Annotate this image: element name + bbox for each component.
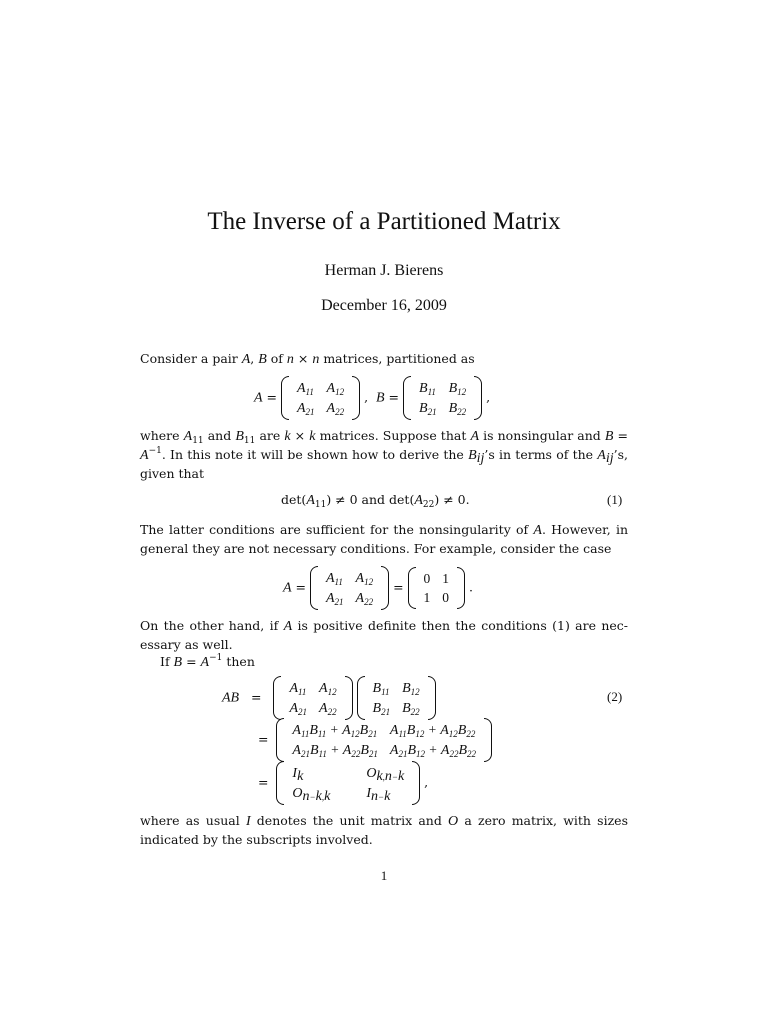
paragraph-conditions: The latter conditions are sufficient for the nonsingularity of A. However, in general they are not necessary conditions. For example, consider the case: [140, 522, 628, 556]
equation-2-number: (2): [607, 689, 623, 704]
author: Herman J. Bierens: [324, 262, 444, 279]
equation-2-line-1: AB = $A_{11}$ $A_{12}$ $A_{21}$ $A_{22}$ $B_{11}$ $B_{12}$ $B_{21}$ $B_{22}$: [222, 678, 436, 718]
paper-title: The Inverse of a Partitioned Matrix: [207, 208, 561, 235]
equation-partition: A = $A_{11}$ $A_{12}$ $A_{21}$ $A_{22}$ , B = $B_{11}$ $B_{12}$ $B_{21}$ $B_{22}$ ,: [254, 378, 490, 418]
paragraph-positive-definite: On the other hand, if A is positive definite then the conditions (1) are nec- essary as well.: [140, 618, 628, 652]
paragraph-intro: Consider a pair A, B of n × n matrices, partitioned as: [140, 351, 475, 367]
equation-2-line-2: = $A_{11}B_{11} + A_{12}B_{21}$ $A_{11}B_{12} + A_{12}B_{22}$ $A_{21}B_{11} + A_{22}B_{21}$ $A_{21}B_{12} + A_{22}B_{22}$: [258, 720, 492, 760]
paragraph-notation: where as usual I denotes the unit matrix and O a zero matrix, with sizes indicated by the subscripts involved.: [140, 813, 628, 847]
equation-1: $\det(A_{11}) \ne 0$ and $\det(A_{22}) \ne 0$.: [281, 492, 470, 510]
equation-2-line-3: = $I_k$ $O_{k,n-k}$ $O_{n-k,k}$ $I_{n-k}$ ,: [258, 763, 428, 803]
paragraph-assumptions: where $A_{11}$ and $B_{11}$ are k × k matrices. Suppose that A is nonsingular and $B = A^{-1}$. In this note it will be shown how to derive the $B_{ij}’s$ in terms of the $A_{ij}’s$, given that: [140, 428, 629, 481]
page-number: 1: [380, 868, 388, 883]
equation-1-number: (1): [607, 492, 623, 507]
equation-counterexample: A = $A_{11}$ $A_{12}$ $A_{21}$ $A_{22}$ = 0 1 1 0 .: [283, 568, 473, 608]
date: December 16, 2009: [321, 297, 447, 314]
paragraph-if-inverse: If $B = A^{-1}$ then: [160, 653, 255, 670]
